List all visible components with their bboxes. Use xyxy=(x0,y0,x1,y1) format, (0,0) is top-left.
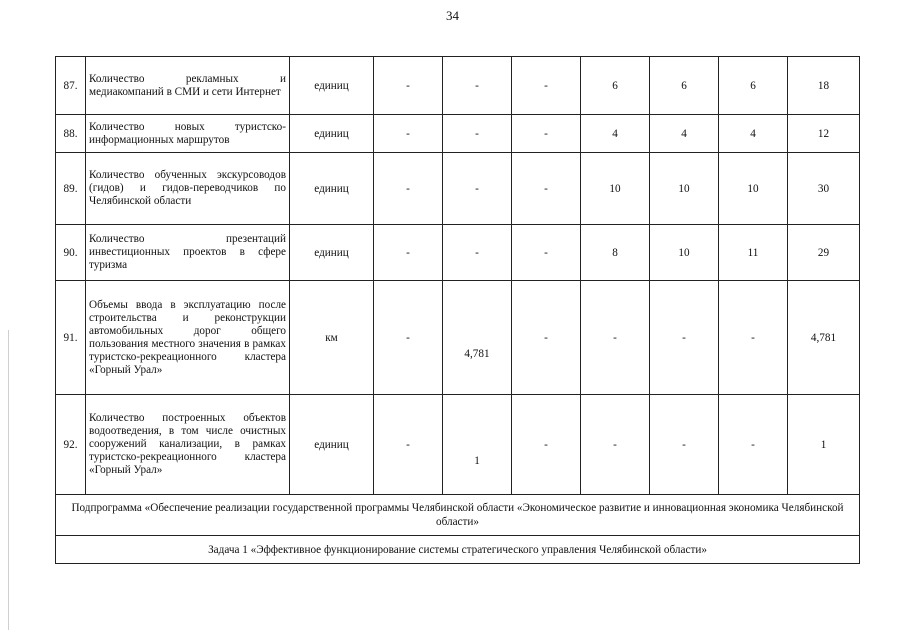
value-cell: - xyxy=(374,395,443,495)
indicator-name: Количество обученных экскурсоводов (гидов) и гидов-переводчиков по Челябинской области xyxy=(86,153,290,225)
total-cell: 30 xyxy=(788,153,860,225)
table-row xyxy=(56,153,860,225)
value-cell: - xyxy=(443,115,512,153)
value-cell: 10 xyxy=(719,153,788,225)
row-number: 87. xyxy=(56,57,86,115)
value-cell: - xyxy=(512,115,581,153)
table-row xyxy=(56,57,860,115)
value-cell: - xyxy=(581,281,650,395)
total-cell: 1 xyxy=(788,395,860,495)
task-row xyxy=(56,536,860,564)
unit-cell: единиц xyxy=(290,115,374,153)
value-cell: 4 xyxy=(581,115,650,153)
value-cell: 4 xyxy=(719,115,788,153)
unit-cell: единиц xyxy=(290,57,374,115)
table-row xyxy=(56,281,860,395)
total-cell: 29 xyxy=(788,225,860,281)
row-number: 91. xyxy=(56,281,86,395)
value-cell: 11 xyxy=(719,225,788,281)
value-cell: - xyxy=(374,281,443,395)
value-cell: - xyxy=(443,225,512,281)
indicator-name: Количество построенных объектов водоотведения, в том числе очистных сооружений канализации, в рамках туристско-рекреационного кластера «Горный Урал» xyxy=(86,395,290,495)
row-number: 89. xyxy=(56,153,86,225)
value-cell: 10 xyxy=(650,225,719,281)
row-number: 88. xyxy=(56,115,86,153)
value-cell: 6 xyxy=(719,57,788,115)
value-cell: 4,781 xyxy=(443,281,512,395)
value-cell: - xyxy=(443,153,512,225)
value-cell: - xyxy=(512,395,581,495)
value-cell: - xyxy=(374,153,443,225)
indicator-name: Количество новых туристско-информационных маршрутов xyxy=(86,115,290,153)
subprogram-heading: Подпрограмма «Обеспечение реализации государственной программы Челябинской области «Экономическое развитие и инновационная экономика Челябинской области» xyxy=(56,495,860,536)
value-cell: 10 xyxy=(650,153,719,225)
table-row xyxy=(56,395,860,495)
scan-margin-line xyxy=(8,330,9,630)
table-row xyxy=(56,115,860,153)
indicator-name: Количество рекламных и медиакомпаний в СМИ и сети Интернет xyxy=(86,57,290,115)
indicator-name: Количество презентаций инвестиционных проектов в сфере туризма xyxy=(86,225,290,281)
value-cell: - xyxy=(512,153,581,225)
unit-cell: км xyxy=(290,281,374,395)
unit-cell: единиц xyxy=(290,153,374,225)
total-cell: 18 xyxy=(788,57,860,115)
value-cell: 10 xyxy=(581,153,650,225)
row-number: 92. xyxy=(56,395,86,495)
value-cell: - xyxy=(374,225,443,281)
value-cell: 4 xyxy=(650,115,719,153)
value-cell: - xyxy=(512,225,581,281)
value-cell: - xyxy=(374,57,443,115)
value-cell: - xyxy=(650,281,719,395)
task-heading: Задача 1 «Эффективное функционирование системы стратегического управления Челябинской области» xyxy=(56,536,860,564)
value-cell: - xyxy=(512,281,581,395)
unit-cell: единиц xyxy=(290,395,374,495)
table-row xyxy=(56,225,860,281)
total-cell: 4,781 xyxy=(788,281,860,395)
total-cell: 12 xyxy=(788,115,860,153)
value-cell: 1 xyxy=(443,395,512,495)
row-number: 90. xyxy=(56,225,86,281)
value-cell: 6 xyxy=(581,57,650,115)
unit-cell: единиц xyxy=(290,225,374,281)
value-cell: - xyxy=(512,57,581,115)
value-cell: - xyxy=(650,395,719,495)
value-cell: 8 xyxy=(581,225,650,281)
value-cell: - xyxy=(443,57,512,115)
value-cell: 6 xyxy=(650,57,719,115)
value-cell: - xyxy=(719,395,788,495)
indicators-table xyxy=(55,56,860,564)
value-cell: - xyxy=(719,281,788,395)
value-cell: - xyxy=(581,395,650,495)
value-cell: - xyxy=(374,115,443,153)
subprogram-row xyxy=(56,495,860,536)
indicator-name: Объемы ввода в эксплуатацию после строительства и реконструкции автомобильных дорог общего пользования местного значения в рамках туристско-рекреационного кластера «Горный Урал» xyxy=(86,281,290,395)
page-number: 34 xyxy=(446,8,459,23)
